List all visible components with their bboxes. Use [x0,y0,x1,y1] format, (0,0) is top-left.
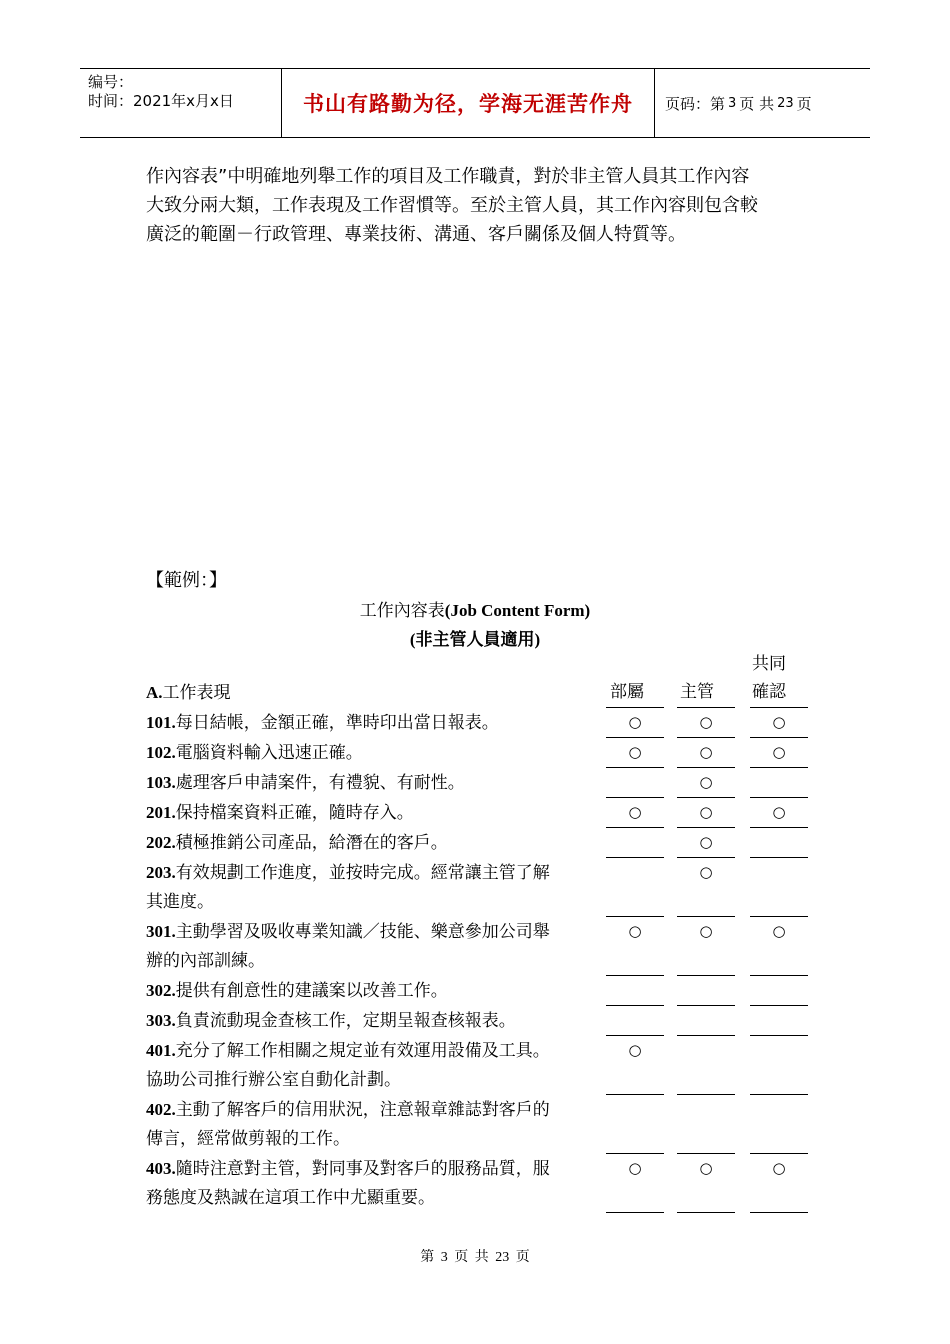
checkmark-circle: ○ [628,743,642,761]
form-item-code: 302. [146,981,176,1000]
checkmark-circle: ○ [628,803,642,821]
form-item-text [146,917,604,976]
form-item-code: 401. [146,1041,176,1060]
form-item-code: 402. [146,1100,176,1119]
form-item-code: 102. [146,743,176,762]
page-total: 23 [777,95,794,111]
form-item-text [146,1036,604,1095]
checkmark-circle: ○ [699,713,713,731]
form-item-text [146,738,604,768]
form-item-line: 提供有創意性的建議案以改善工作。 [175,981,448,1001]
form-item-line: 主動學習及吸收專業知識／技能、樂意參加公司舉 [175,922,550,942]
form-item-text [146,768,604,798]
checkmark-circle: ○ [628,1041,642,1059]
checkmark-circle: ○ [772,743,786,761]
header-motto: 书山有路勤为径，学海无涯苦作舟 [282,69,655,137]
form-item-line: 有效規劃工作進度，並按時完成。經常讓主管了解 [175,863,550,883]
checkmark-circle: ○ [699,922,713,940]
intro-line: 大致分兩大類，工作表現及工作習慣等。至於主管人員，其工作內容則包含較 [146,195,758,216]
section-title-text: 工作表現 [162,683,231,703]
form-item-code: 101. [146,713,176,732]
checkmark-circle: ○ [699,1159,713,1177]
form-item-line: 積極推銷公司產品，給潛在的客戶。 [175,833,448,853]
form-item-code: 403. [146,1159,176,1178]
form-item-line: 傳言，經常做剪報的工作。 [146,1129,350,1149]
column-header-joint-1: 共同 [752,654,786,674]
form-item-line: 主動了解客戶的信用狀況，注意報章雜誌對客戶的 [175,1100,550,1120]
checkmark-circle: ○ [772,803,786,821]
form-item-code: 202. [146,833,176,852]
form-item-row [146,828,816,858]
answer-underline [750,1212,808,1213]
form-item-row [146,976,816,1006]
form-item-row [146,917,816,976]
form-item-text [146,828,604,858]
page-number: 3 [728,95,737,111]
form-item-row [146,768,816,798]
checkmark-circle: ○ [699,863,713,881]
form-item-row [146,798,816,828]
page-header [80,68,870,138]
header-code-label: 编号： [88,73,134,91]
form-item-line: 充分了解工作相關之規定並有效運用設備及工具。 [175,1041,550,1061]
column-header-joint-2: 確認 [752,682,786,702]
checkmark-circle: ○ [699,773,713,791]
form-item-line: 務態度及熱誠在這項工作中尤顯重要。 [146,1188,435,1208]
checkmark-circle: ○ [772,713,786,731]
answer-underline [606,1212,664,1213]
form-item-line: 辦的內部訓練。 [146,951,265,971]
form-title-cn: 工作內容表 [359,601,445,621]
answer-underline [677,1212,735,1213]
form-item-row [146,858,816,917]
form-subtitle-text: (非主管人員適用) [409,630,541,649]
checkmark-circle: ○ [699,803,713,821]
form-item-code: 201. [146,803,176,822]
header-meta [80,69,282,137]
form-item-text [146,1006,604,1036]
column-header-subordinate: 部屬 [610,682,644,702]
form-item-code: 301. [146,922,176,941]
form-item-row [146,1006,816,1036]
form-subtitle [0,625,950,650]
form-item-code: 303. [146,1011,176,1030]
form-title-en: (Job Content Form) [444,601,591,620]
intro-line: 作內容表”中明確地列舉工作的項目及工作職責，對於非主管人員其工作內容 [146,166,750,187]
checkmark-circle: ○ [699,743,713,761]
section-title [146,678,231,703]
form-item-line: 電腦資料輸入迅速正確。 [175,743,363,763]
form-item-line: 負責流動現金查核工作，定期呈報查核報表。 [175,1011,516,1031]
form-item-row [146,708,816,738]
header-date-label: 时间：2021年x月x日 [88,92,234,110]
form-item-code: 103. [146,773,176,792]
form-item-line: 協助公司推行辦公室自動化計劃。 [146,1070,401,1090]
intro-line: 廣泛的範圍－行政管理、專業技術、溝通、客戶關係及個人特質等。 [146,224,686,245]
form-item-text [146,1154,604,1213]
header-page-info [655,69,870,137]
form-item-line: 其進度。 [146,892,214,912]
page-prefix: 页码：第 [665,94,726,113]
checkmark-circle: ○ [772,922,786,940]
checkmark-circle: ○ [699,833,713,851]
form-item-text [146,1095,604,1154]
intro-paragraph [146,162,806,249]
form-item-line: 隨時注意對主管，對同事及對客戶的服務品質，服 [175,1159,550,1179]
form-item-row [146,1154,816,1213]
form-item-line: 保持檔案資料正確，隨時存入。 [175,803,414,823]
checkmark-circle: ○ [628,1159,642,1177]
page-mid: 页 共 [739,94,775,113]
form-item-text [146,798,604,828]
form-item-line: 每日結帳，金額正確，準時印出當日報表。 [175,713,499,733]
checkmark-circle: ○ [628,922,642,940]
checkmark-circle: ○ [772,1159,786,1177]
section-code: A. [146,683,163,702]
checkmark-circle: ○ [628,713,642,731]
form-item-line: 處理客戶申請案件，有禮貌、有耐性。 [175,773,465,793]
form-item-text [146,976,604,1006]
form-title [0,596,950,621]
form-item-row [146,1095,816,1154]
form-item-text [146,858,604,917]
example-label: 【範例：】 [146,570,227,591]
form-item-row [146,1036,816,1095]
page-suffix: 页 [796,94,812,113]
form-item-text [146,708,604,738]
column-header-supervisor: 主管 [680,682,714,702]
form-item-code: 203. [146,863,176,882]
page-footer: 第 3 页 共 23 页 [420,1250,530,1265]
form-item-row [146,738,816,768]
